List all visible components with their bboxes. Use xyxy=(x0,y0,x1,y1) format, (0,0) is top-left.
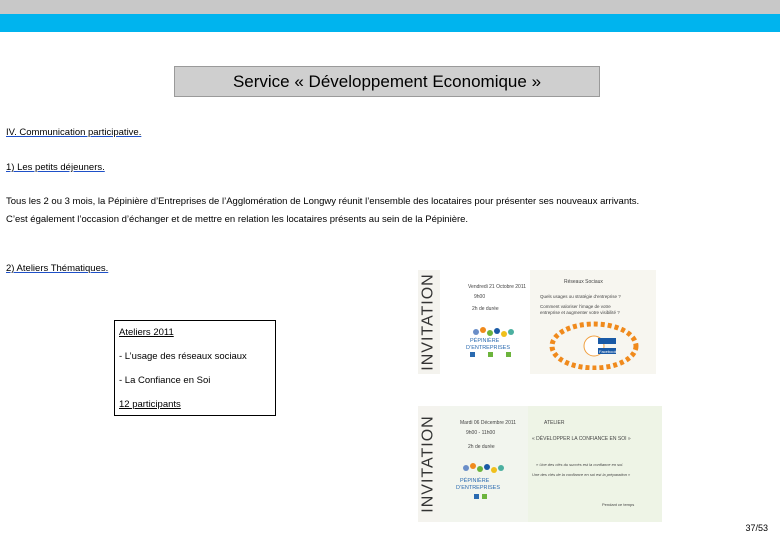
invitation-right-panel xyxy=(530,270,656,374)
logo-text-line1: PÉPINIÈRE xyxy=(470,338,500,344)
page-title-text: Service « Développement Economique » xyxy=(232,71,542,91)
logo-text-line2: D’ENTREPRISES xyxy=(456,485,501,491)
invitation-right-question: Quels usages ou stratégie d’entreprise ? xyxy=(540,294,621,299)
invitation-date: Vendredi 21 Octobre 2011 xyxy=(468,284,527,290)
page-number: 37/53 xyxy=(745,523,768,533)
invitation-right-panel xyxy=(528,406,662,522)
invitation-duration: 2h de durée xyxy=(472,306,499,312)
workshops-box xyxy=(114,320,276,416)
workshop-item: - L’usage des réseaux sociaux xyxy=(119,351,247,362)
invitation-time: 9h00 xyxy=(474,294,486,300)
invitation-side-text: INVITATION xyxy=(420,415,437,513)
workshops-heading: Ateliers 2011 xyxy=(119,327,174,338)
top-accent-bar xyxy=(0,14,780,32)
paragraph-1: Tous les 2 ou 3 mois, la Pépinière d’Entreprises de l’Agglomération de Longwy réunit l’ensemble des locataires pour présenter ses nouveaux arrivants. xyxy=(6,196,640,207)
invitation-footer: Pendant ce temps xyxy=(602,502,635,507)
workshop-item: - La Confiance en Soi xyxy=(119,375,211,386)
top-gray-bar xyxy=(0,0,780,14)
logo-text-line2: D’ENTREPRISES xyxy=(466,345,511,351)
invitation-right-question: entreprise et augmenter votre visibilité ? xyxy=(540,310,620,315)
invitation-card-2 xyxy=(418,406,662,522)
invitation-right-title: ATELIER xyxy=(544,420,565,426)
invitation-side-label xyxy=(418,270,440,374)
invitation-middle-panel xyxy=(440,406,528,522)
invitation-quote: « Une des clés du succès est la confiance en soi. xyxy=(536,462,624,467)
invitation-right-title: Réseaux Sociaux xyxy=(564,279,603,285)
invitation-right-question: Comment valoriser l’image de votre xyxy=(540,304,611,309)
invitation-right-subtitle: « DÉVELOPPER LA CONFIANCE EN SOI » xyxy=(532,436,631,442)
invitation-side-text: INVITATION xyxy=(420,273,437,371)
section-heading: IV. Communication participative. xyxy=(6,127,142,138)
workshops-participants: 12 participants xyxy=(119,399,181,410)
invitation-side-label xyxy=(418,406,440,522)
invitation-duration: 2h de durée xyxy=(468,444,495,450)
invitation-card-1 xyxy=(418,270,656,374)
invitation-tag: Facebook xyxy=(599,349,617,354)
paragraph-2: C’est également l’occasion d’échanger et de mettre en relation les locataires présents au sein de la Pépinière. xyxy=(6,214,469,225)
subsection-heading-workshops: 2) Ateliers Thématiques. xyxy=(6,263,109,274)
people-circle-illustration xyxy=(544,318,644,370)
invitation-quote: Une des clés de la confiance en soi est la préparation » xyxy=(532,472,631,477)
page-title xyxy=(174,66,600,97)
subsection-heading-breakfasts: 1) Les petits déjeuners. xyxy=(6,162,105,173)
invitation-time: 9h00 - 11h00 xyxy=(466,430,496,436)
invitation-middle-panel xyxy=(440,270,530,374)
logo-text-line1: PÉPINIÈRE xyxy=(460,478,490,484)
invitation-date: Mardi 06 Décembre 2011 xyxy=(460,420,517,426)
